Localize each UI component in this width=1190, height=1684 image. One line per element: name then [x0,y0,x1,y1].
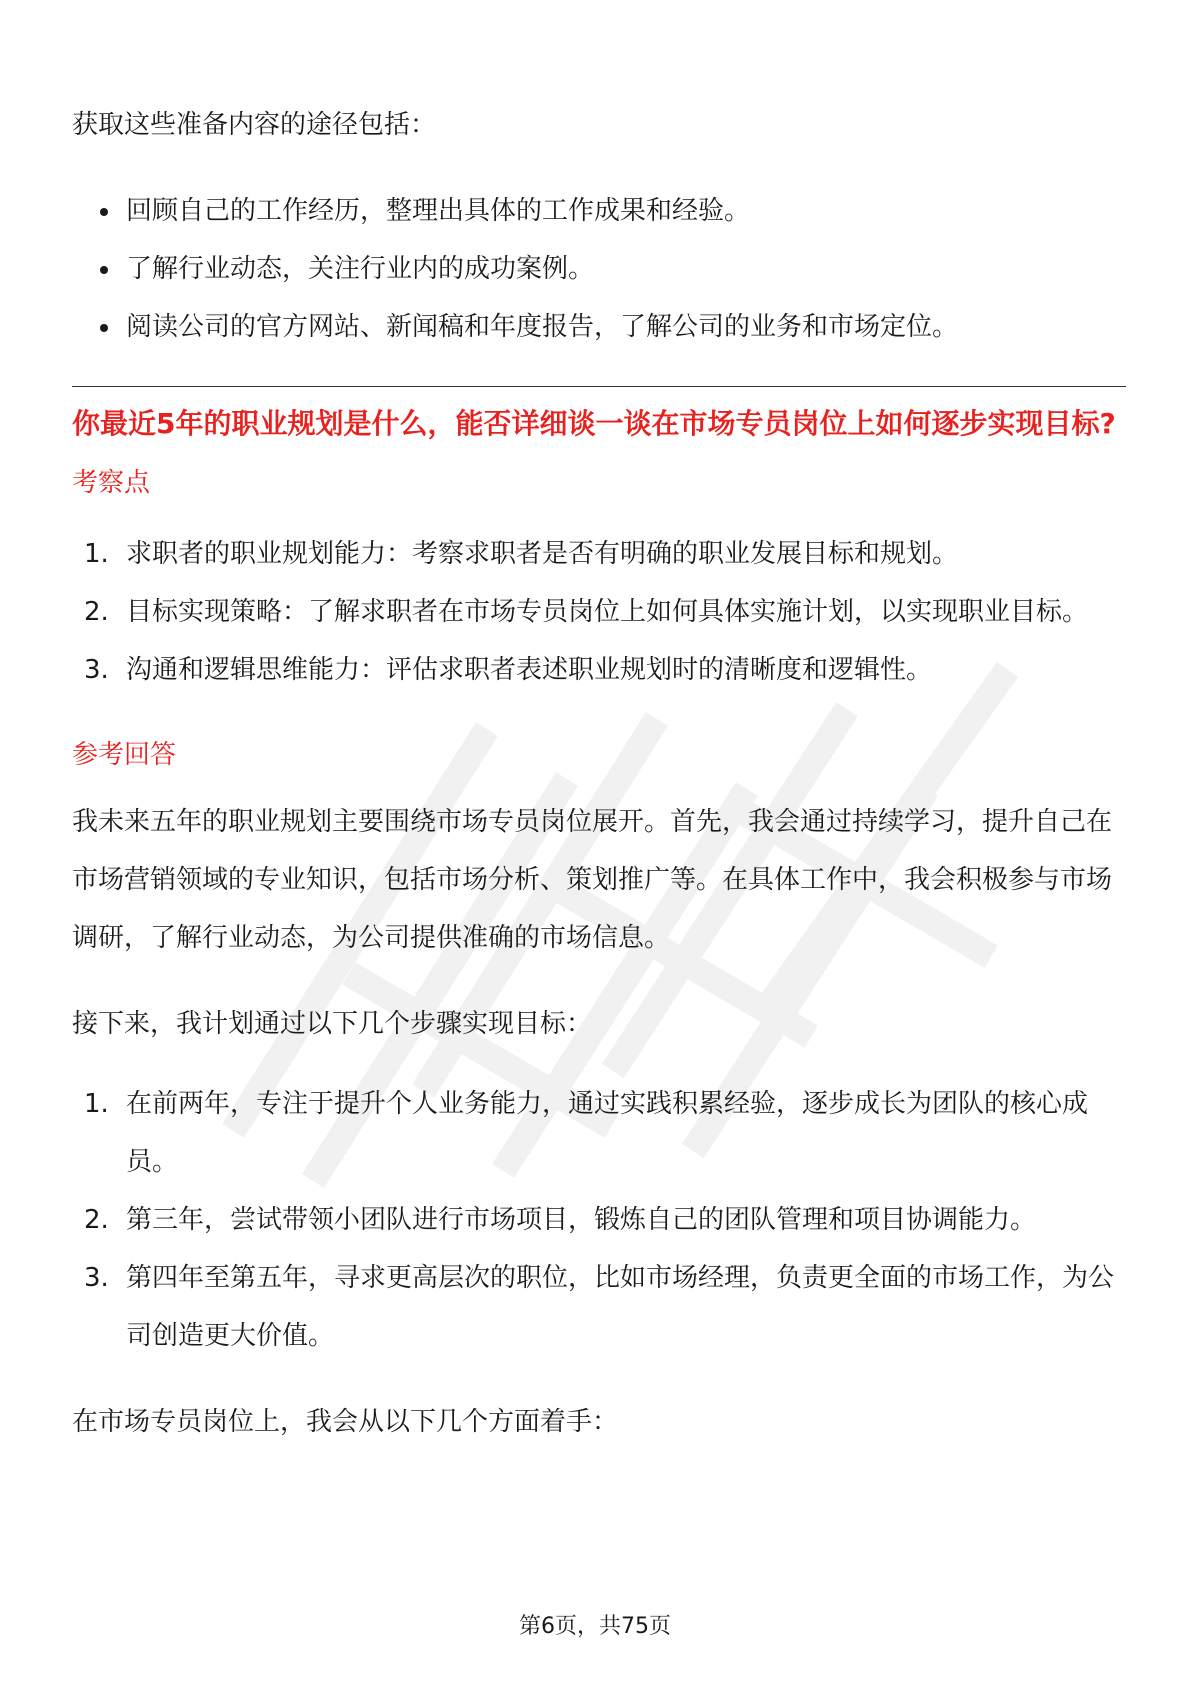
list-item-text: 在前两年，专注于提升个人业务能力，通过实践积累经验，逐步成长为团队的核心成员。 [126,1089,1089,1177]
answer-title: 参考回答 [72,740,177,770]
list-item: 回顾自己的工作经历，整理出具体的工作成果和经验。 [72,182,1126,240]
list-item [72,583,1126,641]
main-content [72,96,1126,1451]
list-item [72,1249,1126,1365]
list-item-text: 第三年，尝试带领小团队进行市场项目，锻炼自己的团队管理和项目协调能力。 [126,1205,1037,1235]
answer-paragraph-1: 我未来五年的职业规划主要围绕市场专员岗位展开。首先，我会通过持续学习，提升自己在市场营销领域的专业知识，包括市场分析、策划推广等。在具体工作中，我会积极参与市场调研，了解行业动态，为公司提供准确的市场信息。 [72,807,1113,953]
focus-title: 考察点 [72,468,151,498]
list-item: 阅读公司的官方网站、新闻稿和年度报告，了解公司的业务和市场定位。 [72,298,1126,356]
list-number: 1. [84,539,109,569]
list-item [72,1191,1126,1249]
focus-list [72,525,1126,699]
list-item [72,1075,1126,1191]
list-item-text: 沟通和逻辑思维能力：评估求职者表述职业规划时的清晰度和逻辑性。 [126,655,933,685]
list-number: 3. [84,1263,109,1293]
list-item: 了解行业动态，关注行业内的成功案例。 [72,240,1126,298]
list-item-text: 第四年至第五年，寻求更高层次的职位，比如市场经理，负责更全面的市场工作，为公司创造更大价值。 [126,1263,1115,1351]
question-heading: 你最近5年的职业规划是什么，能否详细谈一谈在市场专员岗位上如何逐步实现目标? [72,407,1116,440]
list-item-text: 目标实现策略：了解求职者在市场专员岗位上如何具体实施计划，以实现职业目标。 [126,597,1089,627]
list-number: 2. [84,597,109,627]
list-item [72,525,1126,583]
prep-bullet-list [72,182,1126,356]
list-item [72,641,1126,699]
answer-paragraph-3: 在市场专员岗位上，我会从以下几个方面着手： [72,1407,619,1437]
list-item-text: 求职者的职业规划能力：考察求职者是否有明确的职业发展目标和规划。 [126,539,959,569]
intro-text: 获取这些准备内容的途径包括： [72,110,437,140]
answer-paragraph-2: 接下来，我计划通过以下几个步骤实现目标： [72,1009,593,1039]
list-number: 2. [84,1205,109,1235]
steps-list [72,1075,1126,1365]
page-number: 第6页，共75页 [519,1614,671,1639]
list-number: 3. [84,655,109,685]
section-divider [72,386,1126,387]
list-number: 1. [84,1089,109,1119]
